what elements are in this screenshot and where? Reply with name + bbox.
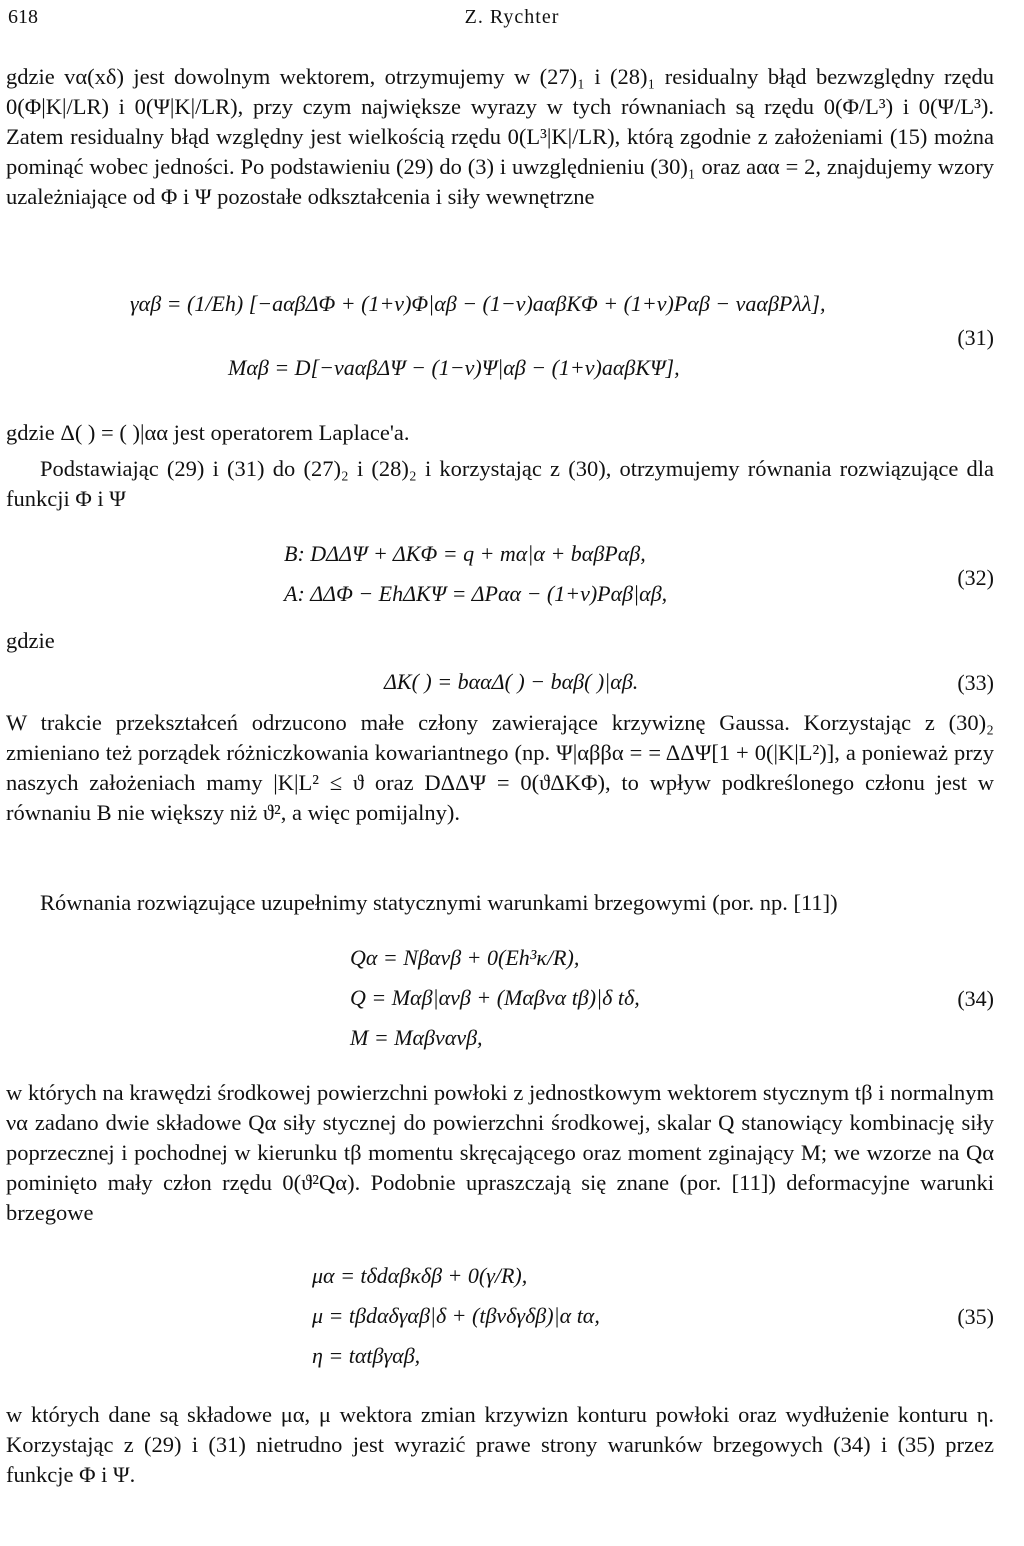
equation-32-line-2: A: ΔΔΦ − EhΔKΨ = ΔPαα − (1+ν)Pαβ|αβ, — [284, 581, 668, 606]
equation-31-number: (31) — [957, 325, 994, 350]
running-title: Z. Rychter — [464, 6, 560, 28]
equation-35-number: (35) — [957, 1304, 994, 1329]
equation-35-line-1: μα = tδdαβκδβ + 0(γ/R), — [312, 1263, 528, 1288]
paragraph-static-conditions: w których na krawędzi środkowej powierzchni powłoki z jednostkowym wektorem stycznym tβ i normalnym να zadano dwie składowe Qα siły stycznej do powierzchni środkowej, skalar Q stanowiący kombinację siły poprzecznej i pochodnej w kierunku tβ momentu skręcającego oraz moment zginający M; we wzorze na Qα pominięto mały człon rzędu 0(ϑ²Qα). Podobnie upraszczają się znane (por. [11]) deformacyjne warunki brzegowe — [6, 1080, 994, 1225]
equation-34-line-1: Qα = Nβανβ + 0(Eh³κ/R), — [350, 945, 580, 970]
equation-35-line-3: η = tαtβγαβ, — [312, 1343, 421, 1368]
equation-34-number: (34) — [957, 986, 994, 1011]
paragraph-boundary-intro: Równania rozwiązujące uzupełnimy statycznymi warunkami brzegowymi (por. np. [11]) — [40, 890, 838, 915]
equation-34-line-2: Q = Mαβ|ανβ + (Mαβνα tβ)|δ tδ, — [350, 985, 640, 1010]
equation-32-line-1: B: DΔΔΨ + ΔKΦ = q + mα|α + bαβPαβ, — [284, 541, 646, 566]
paragraph-substitution: Podstawiając (29) i (31) do (27)₂ i (28)₂ i korzystając z (30), otrzymujemy równania rozwiązujące dla funkcji Φ i Ψ — [6, 456, 994, 511]
equation-33-number: (33) — [957, 670, 994, 695]
equation-34-line-3: M = Mαβνανβ, — [350, 1025, 483, 1050]
equation-35-line-2: μ = tβdαδγαβ|δ + (tβνδγδβ)|α tα, — [312, 1303, 600, 1328]
equation-31-line-1: γαβ = (1/Eh) [−aαβΔΦ + (1+ν)Φ|αβ − (1−ν)aαβKΦ + (1+ν)Pαβ − νaαβPλλ], — [130, 291, 826, 316]
paragraph-deformation-conditions: w których dane są składowe μα, μ wektora zmian krzywizn konturu powłoki oraz wydłużenie konturu η. Korzystając z (29) i (31) nietrudno jest wyrazić prawe strony warunków brzegowych (34) i (35) przez funkcje Φ i Ψ. — [6, 1402, 994, 1487]
paragraph-residual-error: gdzie vα(xδ) jest dowolnym wektorem, otrzymujemy w (27)₁ i (28)₁ residualny błąd bezwzględny rzędu 0(Φ|K|/LR) i 0(Ψ|K|/LR), przy czym największe wyrazy w tych równaniach są rzędu 0(Φ/L³) i 0(Ψ/L³). Zatem residualny błąd względny jest wielkością rzędu 0(L³|K|/LR), którą zgodnie z założeniami (15) można pominąć wobec jedności. Po podstawieniu (29) do (3) i uwzględnieniu (30)₁ oraz aαα = 2, znajdujemy wzory uzależniające od Φ i Ψ pozostałe odkształcenia i siły wewnętrzne — [6, 64, 994, 209]
paragraph-transformations: W trakcie przekształceń odrzucono małe człony zawierające krzywiznę Gaussa. Korzystając z (30)₂ zmieniano też porządek różniczkowania kowariantnego (np. Ψ|αββα = = ΔΔΨ[1 + 0(|K|L²)], a ponieważ przy naszych założeniach mamy |K|L² ≤ ϑ oraz DΔΔΨ = 0(ϑΔKΦ), to wpływ podkreślonego członu jest w równaniu B nie większy niż ϑ², a więc pomijalny). — [6, 710, 994, 825]
page-number: 618 — [8, 6, 38, 28]
equation-31-line-2: Mαβ = D[−νaαβΔΨ − (1−ν)Ψ|αβ − (1+ν)aαβKΨ], — [228, 355, 680, 380]
page-header — [8, 6, 1016, 32]
gdzie-label: gdzie — [6, 628, 55, 653]
equation-33-line-1: ΔK( ) = bααΔ( ) − bαβ( )|αβ. — [384, 669, 639, 694]
paragraph-laplace: gdzie Δ( ) = ( )|αα jest operatorem Laplace'a. — [6, 420, 410, 445]
equation-32-number: (32) — [957, 565, 994, 590]
